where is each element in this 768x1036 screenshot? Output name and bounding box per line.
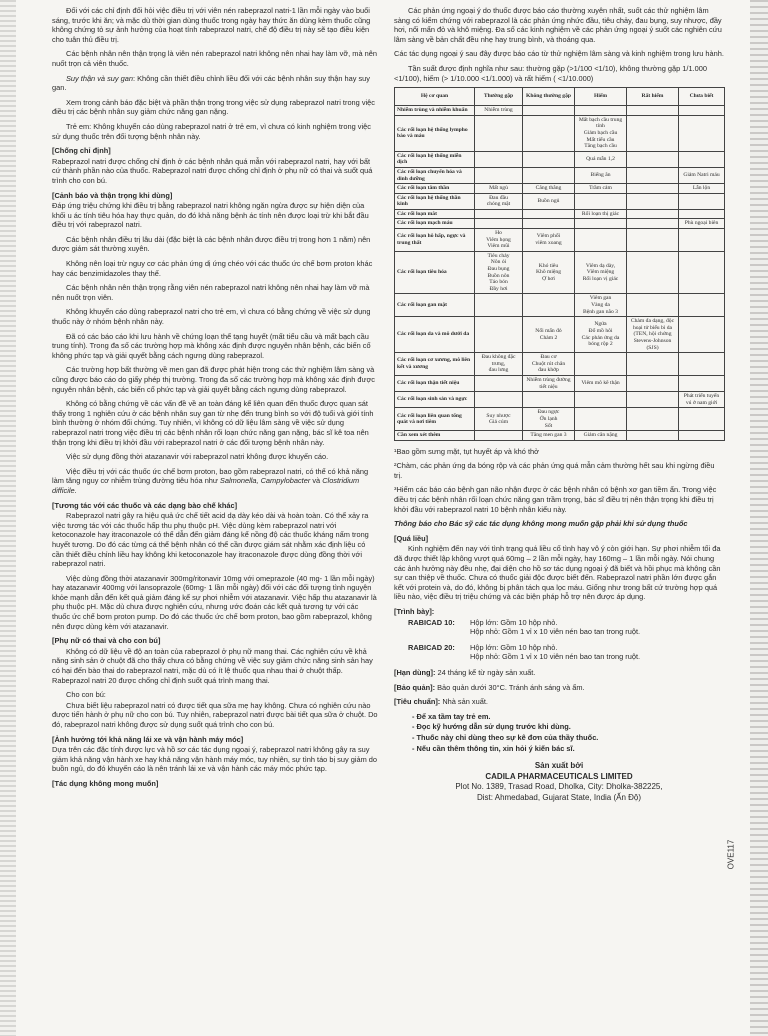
table-cell [627,167,679,183]
manufacturer-address-1: Plot No. 1389, Trasad Road, Dholka, City: Dholka-382225, [455,782,663,792]
footnote-3: ³Hiếm các báo cáo bệnh gan não nhận được ở các bệnh nhân có bệnh xơ gan tiềm ẩn. Trong việc điều trị các bệnh nhân rối loạn chức năng gan trầm trọng, bác sĩ điều trị nên thận trọng khi điều trị khởi đầu với rabeprazol natri 10 bệnh nhân kiểu này. [394,485,717,514]
table-cell [475,209,523,219]
table-cell-organ: Các rối loạn mạch máu [395,219,475,229]
table-cell: Lẫn lộn [679,184,725,194]
side-effects-heading: [Tác dụng không mong muốn] [52,778,159,788]
report-notice: Thông báo cho Bác sỹ các tác dụng không mong muốn gặp phải khi sử dụng thuốc [394,519,688,529]
table-cell [627,151,679,167]
right-column [394,6,724,803]
table-cell: Biếng ăn [575,167,627,183]
table-row [395,115,725,151]
safety-note: - Thuốc này chỉ dùng theo sự kê đơn của thầy thuốc. [412,733,724,743]
warnings-heading: [Cảnh báo và thận trọng khi dùng] [52,190,173,200]
hepatic-note-paragraph: Xem trong cảnh báo đặc biệt và phần thận trọng trong việc sử dụng rabeprazol natri trong việc điều trị các bệnh nhân suy giảm chức năng gan nặng. [52,97,375,117]
interactions-heading: [Tương tác với các thuốc và các dạng bào chế khác] [52,500,238,510]
pregnancy-text: Không có dữ liệu về độ an toàn của rabeprazol ở phụ nữ mang thai. Các nghiên cứu về khả năng sinh sản ở chuột đã cho thấy chưa có bằng chứng về việc suy giảm chức năng sinh sản hay có hại đến bào thai do rabeprazol natri, mặc dù có ít lệ thuốc qua nhau thai ở chuột thấp. Rabeprazol natri 20 được chống chỉ định suốt quá trình mang thai. [52,646,373,685]
table-cell [679,209,725,219]
table-cell: Nhiễm trùng đường tiết niệu [523,375,575,391]
table-cell: Mất ngủ [475,184,523,194]
warning-9: Việc sử dụng đồng thời atazanavir với rabeprazol natri không được khuyến cáo. [66,452,329,462]
pack-10-line1: Hộp lớn: Gồm 10 hộp nhỏ. [470,617,558,627]
col-common: Thường gặp [475,88,523,106]
table-cell-organ: Các rối loạn hệ thống thần kinh [395,193,475,209]
table-cell-organ: Các rối loạn da và mô dưới da [395,317,475,353]
table-cell: Khó tiêu Khô miệng Ợ hơi [523,251,575,294]
table-row [395,219,725,229]
table-cell: Phù ngoại biên [679,219,725,229]
renal-hepatic-text: : Không cần thiết điều chỉnh liều đối với các bệnh nhân suy thận hay suy gan. [52,73,370,93]
table-cell [523,151,575,167]
renal-hepatic-paragraph [52,74,378,93]
table-cell [475,294,523,317]
adverse-intro: Các phản ứng ngoại ý do thuốc được báo cáo thường xuyên nhất, suốt các thử nghiệm lâm sàng có kiểm chứng với rabeprazol là các phản ứng nhức đầu, tiêu chảy, đau bụng, suy nhược, đầy hơi, nổi mẩn đỏ và khô miệng. Đa số các kinh nghiệm về các phản ứng ngoại ý suốt các nghiên cứu lâm sàng về bản chất đều nhẹ hay trung bình, và thoáng qua. [394,6,722,44]
interactions-1: Rabeprazol natri gây ra hiệu quả ức chế tiết acid dạ dày kéo dài và hoàn toàn. Có thể xảy ra việc tương tác với các thuốc hấp thu phụ thuộc pH. Việc dùng kèm rabeprazol natri với ketoconazole hay itraconazole có thể dẫn đến giảm đáng kể nồng độ các thuốc kháng nấm trong huyết tương. Do đó các từng cá thể bệnh nhân có thể cần được giám sát nhằm xác định liệu có cần thiết điều chỉnh liều hay không khi ketoconazole hay itraconazole được dùng đồng thời với rabeprazol natri. [52,511,369,569]
warning-10-text-a: Việc điều trị với các thuốc ức chế bơm proton, bao gồm rabeprazol natri, có thể có khả năng làm tăng nguy cơ nhiễm trùng đường tiêu hóa như [52,466,369,486]
table-cell: Trầm cảm [575,184,627,194]
table-cell-organ: Các rối loạn hệ thống miễn dịch [395,151,475,167]
table-cell [679,294,725,317]
safety-note: - Để xa tầm tay trẻ em. [412,712,724,722]
standard-label: [Tiêu chuẩn]: [394,697,441,707]
standard-text: Nhà sản xuất. [440,697,488,707]
table-cell [523,115,575,151]
table-cell [475,167,523,183]
table-cell [475,151,523,167]
pack-rabicad-10 [394,618,724,637]
col-rare: Hiếm [575,88,627,106]
table-cell [627,229,679,252]
table-cell [679,251,725,294]
warning-7: Các trường hợp bất thường về men gan đã được phát hiện trong các thử nghiệm lâm sàng và cũng được báo cáo do giấy phép thị trường. Trong đa số các trường hợp mà không xác định được nguyên nhân bệnh, các biến cố phức tạp và giải quyết bằng cách ngưng dùng rabeprazol. [52,365,375,394]
table-row [395,294,725,317]
breastfeeding-label: Cho con bú: [66,690,106,700]
warning-10-bacteria: Salmonella, Campylobacter [219,476,311,486]
table-cell: Căng thẳng [523,184,575,194]
table-row [395,193,725,209]
table-row [395,408,725,431]
table-cell [679,151,725,167]
table-cell [627,193,679,209]
table-row [395,251,725,294]
pack-10-line2: Hộp nhỏ: Gồm 1 vỉ x 10 viên nén bao tan trong ruột. [470,627,641,637]
table-row [395,184,725,194]
driving-text: Dựa trên các đặc tính được lực và hồ sơ các tác dụng ngoại ý, rabeprazol natri không gây ra suy giảm khả năng vận hành xe hay khả năng vận hành máy móc, tuy nhiên, sự tình táo bị suy giảm do buồn ngủ, do đó khuyến cáo là nên tránh lái xe và vận hành các máy móc phức tạp. [52,745,378,774]
table-cell-organ: Các rối loạn hệ thống lympho bào và máu [395,115,475,151]
manufacturer-address-2: Dist: Ahmedabad, Gujarat State, India (Ấn Độ) [476,792,642,802]
table-cell [523,167,575,183]
safety-notes [394,712,724,753]
footnote-1: ¹Bao gồm sưng mặt, tụt huyết áp và khó thở [394,446,539,456]
table-row [395,209,725,219]
right-binding-edge [750,0,768,1036]
warning-5: Không khuyến cáo dùng rabeprazol natri cho trẻ em, vì chưa có bằng chứng về việc sử dụng thuốc này ở nhóm bệnh nhân này. [52,307,371,327]
table-cell-organ: Các rối loạn hô hấp, ngực và trung thất [395,229,475,252]
table-row [395,317,725,353]
warning-10-cdiff: Clostridium difficile [52,476,360,495]
table-cell: Viêm gan Vàng da Bệnh gan não 3 [575,294,627,317]
table-cell: Đau không đặc trưng, đau lưng [475,353,523,376]
table-body [395,106,725,441]
table-cell [523,392,575,408]
driving-heading: [Ảnh hưởng tới khả năng lái xe và vận hành máy móc] [52,734,244,744]
table-cell-organ: Các rối loạn thận tiết niệu [395,375,475,391]
table-cell [575,353,627,376]
storage-line [394,683,724,693]
manufacturer-title: Sản xuất bởi [534,761,584,771]
warning-1: Đáp ứng triệu chứng khi điều trị bằng rabeprazol natri không ngăn ngừa được sự hiện diện của khối u ác tính tiêu hóa hay thực quản, do đó khả năng bệnh ác tính nên được loại trừ khi bắt đầu điều trị với rabeprazol natri. [52,201,369,230]
table-cell [679,106,725,116]
table-cell [575,229,627,252]
col-very-rare: Rất hiếm [627,88,679,106]
presentation-heading: [Trình bày]: [394,607,435,616]
table-cell-organ: Các rối loạn sinh sản và ngực [395,392,475,408]
table-cell: Tăng men gan 3 [523,431,575,441]
adverse-reactions-table [394,87,725,441]
warning-10-end: . [74,485,77,495]
warning-10-and: và [310,476,323,486]
table-row [395,167,725,183]
interactions-2: Việc dùng đồng thời atazanavir 300mg/ritonavir 10mg với omeprazole (40 mg- 1 lần mỗi ngày) hay atazanavir 400mg với lansoprazole (60mg- 1 lần mỗi ngày) đối với các đối tượng tình nguyện khỏe mạnh dẫn đến kết quả giảm đáng kể sự phơi nhiễm với atazanavir. Việc hấp thu atazanavir là phụ thuộc pH. Mặc dù chưa được nghiên cứu, nhưng ước đoán các kết quả tương tự với các thuốc ức chế bơm proton pump. Do đó các thuốc ức chế bơm proton, bao gồm rabeprazol, không nên được dùng kèm với atazanavir. [52,573,377,631]
table-cell-organ: Các rối loạn liên quan tổng quát và nơi tiêm [395,408,475,431]
table-cell [679,317,725,353]
table-row [395,392,725,408]
table-cell: Đau đầu chóng mặt [475,193,523,209]
children-paragraph: Trẻ em: Không khuyến cáo dùng rabeprazol natri ở trẻ em, vì chưa có kinh nghiệm trong việc sử dụng thuốc trên đối tượng bệnh nhân này. [52,121,371,141]
table-cell-organ: Các rối loạn mắt [395,209,475,219]
table-cell [627,294,679,317]
table-cell [679,193,725,209]
table-cell [475,431,523,441]
table-cell: Giảm Natri máu [679,167,725,183]
table-cell: Viêm phổi viêm xoang [523,229,575,252]
table-cell [679,431,725,441]
pack-20-line2: Hộp nhỏ: Gồm 1 vỉ x 10 viên nén bao tan trong ruột. [470,652,641,662]
warning-6: Đã có các báo cáo khi lưu hành về chứng loạn thể tạng huyết (mất tiểu cầu và mất bạch cầu trung tính). Trong đa số các trường hợp mà không xác định được nguyên nhân bệnh, các biến cố không phức tạp và giải quyết bằng cách ngưng dùng rabeprazol. [52,331,371,360]
table-cell: Quá mẫn 1,2 [575,151,627,167]
table-row [395,151,725,167]
table-cell: Mất bạch cầu trung tính Giảm bạch cầu Mất tiểu cầu Tăng bạch cầu [575,115,627,151]
table-cell [523,106,575,116]
contraindications-text: Rabeprazol natri được chống chỉ định ở các bệnh nhân quá mẫn với rabeprazol natri, hay với bất cứ thành phần nào của thuốc. Rabeprazol natri được chống chỉ định ở phụ nữ có thai và suốt quá trình cho con bú. [52,156,373,185]
table-cell: Ngứa Đổ mồ hôi Các phản ứng da bóng rộp 2 [575,317,627,353]
table-cell: Nhiễm trùng [475,106,523,116]
table-cell [475,115,523,151]
renal-hepatic-label: Suy thận và suy gan [66,73,133,83]
table-cell: Giảm cân nặng [575,431,627,441]
table-cell [475,392,523,408]
expiry-label: [Hạn dùng]: [394,667,436,677]
col-uncommon: Không thường gặp [523,88,575,106]
manufacturer-name: CADILA PHARMACEUTICALS LIMITED [485,771,633,781]
frequency-definition: Tần suất được định nghĩa như sau: thường gặp (>1/100 <1/10), không thường gặp 1/1.000 <1/100), hiếm (> 1/10.000 <1/1.000) và rất hiếm ( <1/10.000) [394,63,707,83]
table-cell [575,219,627,229]
table-cell: Viêm mô kẽ thận [575,375,627,391]
pack-rabicad-20 [394,643,724,662]
manufacturer-block [394,761,724,803]
warning-8: Không có bằng chứng về các vấn đề về an toàn đáng kể liên quan đến thuốc được quan sát thấy trong 1 nghiên cứu ở các bệnh nhân suy gan từ nhẹ đến trung bình so với độ tuổi và giới tính bình thường ở nhóm đối chứng. Tuy nhiên, vì không có dữ liệu lâm sàng về việc sử dụng rabeprazol natri trong việc điều trị các bệnh nhân rối loạn chức năng gan nặng, bác sĩ kê toa nên thận trọng khi điều trị khởi đầu với rabeprazol natri ở các đối tượng bệnh nhân này. [52,399,374,447]
pregnancy-heading: [Phụ nữ có thai và cho con bú] [52,636,161,646]
table-cell [627,392,679,408]
standard-line [394,697,724,707]
storage-label: [Bảo quản]: [394,682,436,692]
table-cell: Suy nhược Giả cúm [475,408,523,431]
table-cell [679,229,725,252]
table-cell: Buồn ngủ [523,193,575,209]
col-organ-system: Hệ cơ quan [395,88,475,106]
table-cell: Đau cơ Chuột rút chân đau khớp [523,353,575,376]
pack-20-line1: Hộp lớn: Gồm 10 hộp nhỏ. [470,642,558,652]
table-cell-organ: Nhiễm trùng và nhiễm khuẩn [395,106,475,116]
warning-3: Không nên loại trừ nguy cơ các phản ứng dị ứng chéo với các thuốc ức chế bơm proton khác hay các benzimidazoles thay thế. [52,259,373,278]
table-cell-organ: Các rối loạn gan mật [395,294,475,317]
table-cell [627,209,679,219]
table-cell [627,251,679,294]
table-cell [475,375,523,391]
table-cell [679,375,725,391]
safety-note: - Đọc kỹ hướng dẫn sử dụng trước khi dùng. [412,722,724,732]
table-cell [575,408,627,431]
table-cell [627,375,679,391]
table-cell-organ: Các rối loạn chuyển hóa và dinh dưỡng [395,167,475,183]
pack-10-name: RABICAD 10: [408,617,455,627]
table-cell [679,408,725,431]
table-cell [523,209,575,219]
table-cell: Tiêu chảy Nôn ói Đau bụng Buồn nôn Táo bón Đầy hơi [475,251,523,294]
pack-20-name: RABICAD 20: [408,642,455,652]
table-cell [627,115,679,151]
table-cell [627,219,679,229]
overdose-text: Kinh nghiệm đến nay với tình trạng quá liều cố tình hay vô ý còn giới hạn. Sự phơi nhiễm tối đa đã được thiết lập không vượt quá 60mg – 2 lần mỗi ngày, hay 160mg – 1 lần mỗi ngày. Nói chung các ảnh hưởng này đều nhẹ, đại diện cho hồ sơ tác dụng ngoại ý đã biết và hồi phục mà không cần sự can thiệp về thuốc. Chưa có thuốc giải độc được biết đến. Rabeprazol natri phần lớn được gắn kết với protein và, do đó, không bị phân tách qua lọc máu. Giống như trong bất cứ trường hợp quá liều nào, việc điều trị triệu chứng và các biện pháp hỗ trợ nên được áp dụng. [394,544,721,602]
table-row [395,431,725,441]
table-cell [627,408,679,431]
swallow-paragraph: Các bệnh nhân nên thận trọng là viên nén rabeprazol natri không nên nhai hay làm vỡ, mà nên nuốt trọn cả viên thuốc. [52,49,377,68]
table-cell-organ: Các rối loạn tiêu hóa [395,251,475,294]
table-cell-organ: Cần xem xét thêm [395,431,475,441]
table-cell [627,106,679,116]
dosing-paragraph: Đối với các chỉ định đối hỏi việc điều trị với viên nén rabeprazol natri-1 lần mỗi ngày vào buổi sáng, trước khi ăn; và mặc dù thời gian dùng thuốc trong ngày hay thức ăn dùng kèm thuốc cũng không chứng tỏ sự ảnh hưởng của hoạt tính rabeprazol natri, chế độ điều trị này sẽ tạo điều kiện cho tuân thủ điều trị. [52,6,371,44]
table-cell [627,184,679,194]
table-cell [523,294,575,317]
storage-text: Bảo quản dưới 30°C. Tránh ánh sáng và ẩm. [435,682,585,692]
table-row [395,353,725,376]
table-cell [523,219,575,229]
table-cell [679,353,725,376]
contraindications-heading: [Chống chỉ định] [52,146,111,156]
table-header-row [395,88,725,106]
table-cell [627,431,679,441]
warning-2: Các bệnh nhân điều trị lâu dài (đặc biệt là các bệnh nhân được điều trị trong hơn 1 năm) nên được giám sát thường xuyên. [52,234,371,254]
expiry-line [394,668,724,678]
table-row [395,375,725,391]
warning-10 [52,467,378,496]
print-code: OVE117 [726,839,736,870]
table-row [395,106,725,116]
table-cell: Ho Viêm họng Viêm mũi [475,229,523,252]
adverse-reports: Các tác dụng ngoại ý sau đây được báo cáo từ thử nghiệm lâm sàng và kinh nghiệm trong lưu hành. [394,49,724,59]
expiry-text: 24 tháng kể từ ngày sản xuất. [435,667,536,677]
left-binding-edge [0,0,16,1036]
table-cell [475,317,523,353]
warning-4: Các bệnh nhân nên thận trọng rằng viên nén rabeprazol natri không nên nhai hay làm vỡ mà nên nuốt trọn viên. [52,283,370,302]
table-cell [627,353,679,376]
table-cell: Chàm đa dạng, độc hoại tử biểu bì da (TEN, hội chứng Stevens-Johnson (SJS) [627,317,679,353]
breastfeeding-text: Chưa biết liệu rabeprazol natri có được tiết qua sữa mẹ hay không. Chưa có nghiên cứu nào được tiến hành ở phụ nữ cho con bú. Tuy nhiên, rabeprazol natri được bài tiết qua sữa ở chuột. Do đó, rabeprazol natri không được sử dụng suốt quá trình cho con bú. [52,700,378,729]
table-row [395,229,725,252]
safety-note: - Nếu cần thêm thông tin, xin hỏi ý kiến bác sĩ. [412,744,724,754]
table-cell: Rối loạn thị giác [575,209,627,219]
table-cell-organ: Các rối loạn tâm thần [395,184,475,194]
table-cell [575,193,627,209]
footnote-2: ²Chàm, các phản ứng da bóng rộp và các phản ứng quá mẫn cảm thường hết sau khi ngừng điều trị. [394,461,715,480]
table-cell: Đau ngực Ớn lạnh Sốt [523,408,575,431]
table-cell: Phát triển tuyến vú ở nam giới [679,392,725,408]
table-cell-organ: Các rối loạn cơ xương, mô liên kết và xương [395,353,475,376]
table-cell [575,106,627,116]
left-column [52,6,378,790]
overdose-heading: [Quá liều] [394,533,429,543]
table-cell [475,219,523,229]
table-cell: Viêm dạ dày, Viêm miệng Rối loạn vị giác [575,251,627,294]
table-cell: Nổi mẩn đỏ Chàm 2 [523,317,575,353]
table-cell [679,115,725,151]
col-unknown: Chưa biết [679,88,725,106]
table-cell [575,392,627,408]
